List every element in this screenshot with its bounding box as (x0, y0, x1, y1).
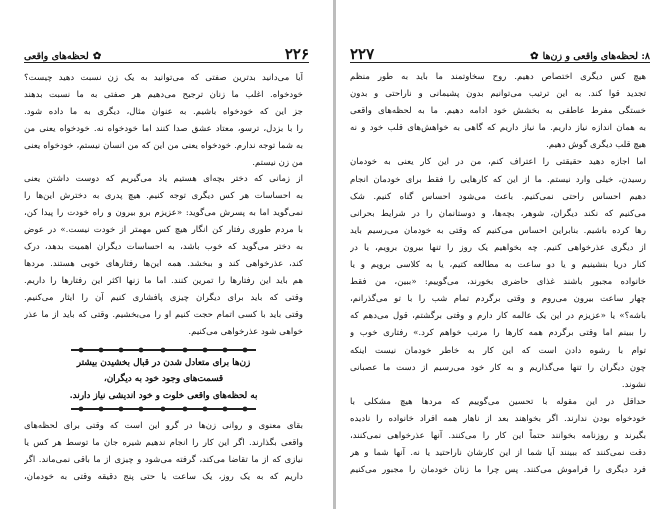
text-line: چون دیگران را تنها می‌گذاریم و به کار خود می‌رسیم از دست ما عصبانی (350, 362, 646, 373)
right-page-body (350, 69, 646, 479)
text-line: از دیگری عذرخواهی کنیم. چه بخواهیم یک روز را تنها بیرون برویم، یا در (350, 242, 646, 253)
quote-line: به لحظه‌های واقعی خلوت و خود اندیشی نیاز دارند. (69, 390, 258, 401)
text-line: بگیرند و روزنامه بخوانند حتماً این کار را می‌کنند. آنها عذرخواهی نمی‌کنند، (350, 430, 646, 441)
text-line: داریم که به یک روز، یک ساعت یا حتی پنج دقیقه وقتی به خودمان، (24, 471, 303, 482)
text-line: هم باید این رفتارها را تمرین کنند. اما ما زنها اکثر این رفتارها را داریم. (24, 275, 303, 286)
text-line: خانواده مجبور باشند غذای حاضری بخورند، می‌گوییم: «ببین، من فقط (350, 277, 646, 288)
text-line: را با بزدل، ترسو، معتاد عشق صدا کنند اما خودخواه نه. خودخواه یعنی من (24, 123, 303, 134)
text-line: وقتی باید با کسی اتمام حجت کنیم او را می‌بخشیم. وقتی که باید از ما عذر (24, 309, 303, 320)
text-line: جز این که خودخواه باشیم. به عنوان مثال، دیگری به ما داده شود. (24, 106, 303, 117)
right-paragraph-1 (350, 69, 646, 154)
text-line: رسیدن، خیلی وارد نیستم. ما از این که کارهایی را فقط برای خودمان انجام (350, 174, 646, 185)
text-line: به همان اندازه نیاز داریم. ما نیاز داریم که گاهی به خواهش‌های قلب خود و نه (350, 123, 646, 134)
text-line: نیازی که از ما تقاضا می‌کند، گرفته می‌شود و چیزی از ما باقی نمی‌ماند. اگر (24, 454, 303, 465)
text-line: وقتی که باید برای دیگران چیزی پافشاری کنیم آن را ایثار می‌کنیم. (24, 292, 303, 303)
text-line: دقت نمی‌کنند که ببینند آیا شما از این کارشان ناراحتید یا نه. آنها شما و هر (350, 448, 646, 459)
text-line: دهیم احساس راحتی نمی‌کنیم. باعث می‌شود احساس گناه کنیم. شک (350, 191, 646, 202)
left-paragraph-2 (24, 171, 303, 340)
left-page-number: ۲۲۶ (284, 45, 309, 63)
quote-line: زن‌ها برای متعادل شدن در قبال بخشیدن بیشتر (76, 357, 251, 368)
text-line: نشوند. (621, 379, 646, 390)
decorative-divider-top (71, 347, 256, 353)
text-line: تجدید قوا کند. به این ترتیب می‌توانیم بدون پشیمانی و ناراحتی و بدون (350, 89, 646, 100)
text-line: به شما توجه ندارم. خودخواه یعنی من این که من انسان نیستم، خودخواه یعنی (24, 140, 303, 151)
text-line: واقعی بگذارند. اگر این کار را انجام ندهیم شیره جان ما توسط هر کس یا (24, 437, 303, 448)
quote-line: قسمت‌های وجود خود به دیگران، (103, 374, 224, 384)
right-page-number: ۲۲۷ (350, 45, 375, 63)
text-line: چهار ساعت بیرون می‌روم و وقتی برگردم تمام شب را با تو می‌گذرانم، (350, 294, 646, 305)
text-line: کنار دریا بنشینیم و یا دو ساعت به مطالعه کتیم، یا به کلاسی برویم و یا (350, 260, 646, 271)
text-line: خودخواه بودن ندارند. اگر بخواهند بعد از ناهار همه افراد خانواده را نادیده (350, 413, 646, 424)
right-header-title: ۸: لحظه‌های واقعی و زن‌ها (542, 51, 650, 62)
text-line: باشه؟» یا «عزیزم در این یک عالمه کار دارم و وقتی برگشتم، قول می‌دهم که (350, 311, 646, 322)
text-line: نمی‌گوید اما به پسرش می‌گوید: «عزیزم برو بیرون و راه خودت را پیدا کن، (24, 208, 303, 219)
text-line: هیچ قلب دیگری گوش دهیم. (546, 140, 646, 151)
text-line: به دختر می‌گوید که خوب باشد، به احساسات دیگران اهمیت بدهد، درک (24, 242, 303, 253)
text-line: به احساسات هر کس دیگری توجه کنیم. هیچ پدری به دخترش این‌ها را (24, 191, 303, 202)
text-line: را ببینم اما وقتی برگردم همه کارها را مرتب خواهم کرد.» رفتاری خوب و (350, 328, 646, 339)
right-paragraph-3 (350, 394, 646, 479)
flower-ornament-icon: ✿ (530, 51, 539, 62)
left-page (0, 0, 333, 509)
text-line: هیچ کس دیگری اختصاص دهیم. روح سخاوتمند ما باید به طور منظم (350, 72, 646, 82)
text-line: از زمانی که دختر بچه‌ای هستیم یاد می‌گیریم که دوست داشتن یعنی (24, 174, 303, 185)
text-line: آیا می‌دانید بدترین صفتی که می‌توانید به یک زن نسبت دهید چیست؟ (24, 73, 303, 83)
text-line: فرد دیگری را فراموش می‌کنند. پس چرا ما زنان خودمان را مجبور می‌کنیم (350, 465, 646, 476)
left-paragraph-3 (24, 418, 303, 486)
flower-ornament-icon: ✿ (92, 51, 102, 62)
text-line: کند، عذرخواهی کند و ببخشد. همه این‌ها رفتارهای خوبی هستند. مردها (24, 258, 303, 269)
text-line: توام با رشوه دادن است که این کار به خاطر خودمان نیست اینکه (350, 345, 646, 356)
text-line: می‌کنیم که نکند دیگران، شوهر، بچه‌ها، و دوستانمان را در شرایط بحرانی (350, 208, 646, 219)
text-line: حداقل در این مقوله با تحسین می‌گوییم که مردها هیچ مشکلی با (350, 396, 646, 407)
left-page-body (24, 70, 303, 486)
pull-quote (24, 355, 303, 405)
left-page-header (24, 44, 309, 63)
text-line: اما اجازه دهید حقیقتی را اعتراف کنم، من در این کار یعنی به خودمان (350, 157, 646, 168)
right-page (336, 0, 668, 509)
decorative-divider-bottom (71, 406, 256, 412)
text-line: خودخواه. اغلب ما زنان ترجیح می‌دهیم هر صفتی به ما نسبت بدهند (24, 89, 303, 100)
left-paragraph-1 (24, 70, 303, 171)
text-line: من زن نیستم. (252, 157, 303, 168)
text-line: رها کرده باشیم. بنابراین احساس می‌کنیم که وقتی به خودمان می‌رسیم باید (350, 225, 646, 236)
left-header-title: لحظه‌های واقعی (24, 51, 89, 62)
right-paragraph-2 (350, 154, 646, 393)
text-line: بقای معنوی و روانی زن‌ها در گرو این است که وقتی برای لحظه‌های (24, 421, 303, 431)
text-line: با مردم طوری رفتار کن انگار هیچ کس مهمتر از خودت نیست.» در عوض (24, 225, 303, 236)
right-page-header (350, 44, 650, 63)
text-line: خستگی مفرط عاطفی به بخشش خود ادامه دهیم. ما به لحظه‌های واقعی (350, 106, 646, 117)
text-line: خواهی شود عذرخواهی می‌کنیم. (188, 326, 303, 337)
